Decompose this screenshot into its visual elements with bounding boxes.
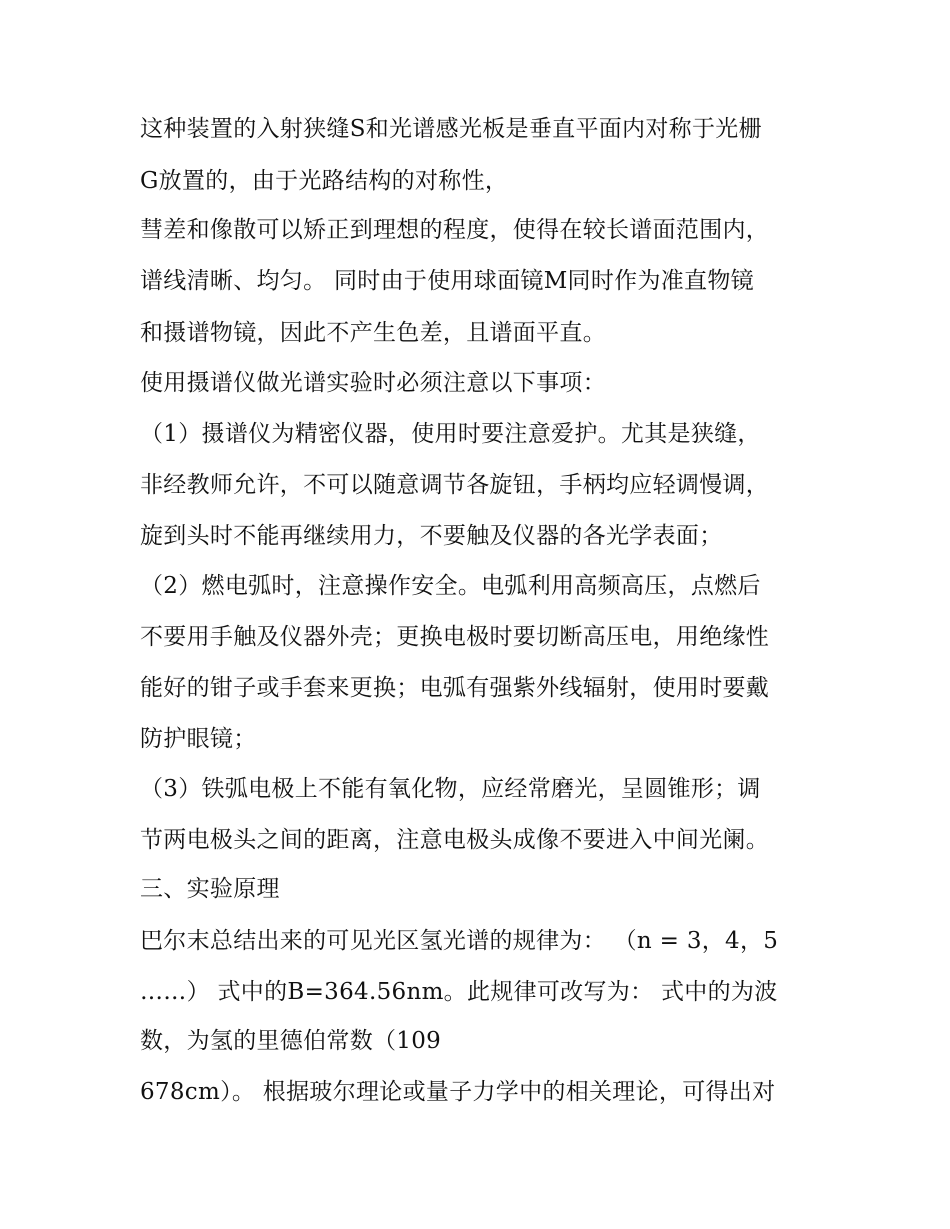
- text-line: 不要用手触及仪器外壳；更换电极时要切断高压电，用绝缘性: [140, 624, 770, 650]
- text-line: 巴尔末总结出来的可见光区氢光谱的规律为： （n = 3，4，5: [140, 928, 779, 954]
- text-line: 能好的钳子或手套来更换；电弧有强紫外线辐射，使用时要戴: [140, 675, 770, 701]
- text-line: 节两电极头之间的距离，注意电极头成像不要进入中间光阑。: [140, 827, 770, 853]
- text-line: 数，为氢的里德伯常数（109: [140, 1028, 442, 1054]
- text-line: 678cm）。 根据玻尔理论或量子力学中的相关理论，可得出对: [140, 1079, 776, 1105]
- text-line: 这种装置的入射狭缝S和光谱感光板是垂直平面内对称于光栅: [140, 116, 762, 142]
- text-line: 谱线清晰、均匀。 同时由于使用球面镜M同时作为准直物镜: [140, 268, 754, 294]
- text-line: G放置的，由于光路结构的对称性，: [140, 168, 509, 194]
- text-line: （1）摄谱仪为精密仪器，使用时要注意爱护。尤其是狭缝，: [140, 421, 761, 447]
- text-line: 彗差和像散可以矫正到理想的程度，使得在较长谱面范围内，: [140, 217, 770, 243]
- text-line: 和摄谱物镜，因此不产生色差，且谱面平直。: [140, 320, 606, 346]
- text-line: （3）铁弧电极上不能有氧化物，应经常磨光，呈圆锥形；调: [140, 776, 761, 802]
- text-line: 旋到头时不能再继续用力，不要触及仪器的各光学表面；: [140, 523, 723, 549]
- text-line: 防护眼镜；: [140, 726, 257, 752]
- text-line: （2）燃电弧时，注意操作安全。电弧利用高频高压，点燃后: [140, 573, 761, 599]
- text-line: 非经教师允许，不可以随意调节各旋钮，手柄均应轻调慢调，: [140, 472, 770, 498]
- text-line: ……） 式中的B=364.56nm。此规律可改写为： 式中的为波: [140, 979, 778, 1005]
- text-line: 使用摄谱仪做光谱实验时必须注意以下事项：: [140, 370, 606, 396]
- section-heading: 三、实验原理: [140, 876, 280, 902]
